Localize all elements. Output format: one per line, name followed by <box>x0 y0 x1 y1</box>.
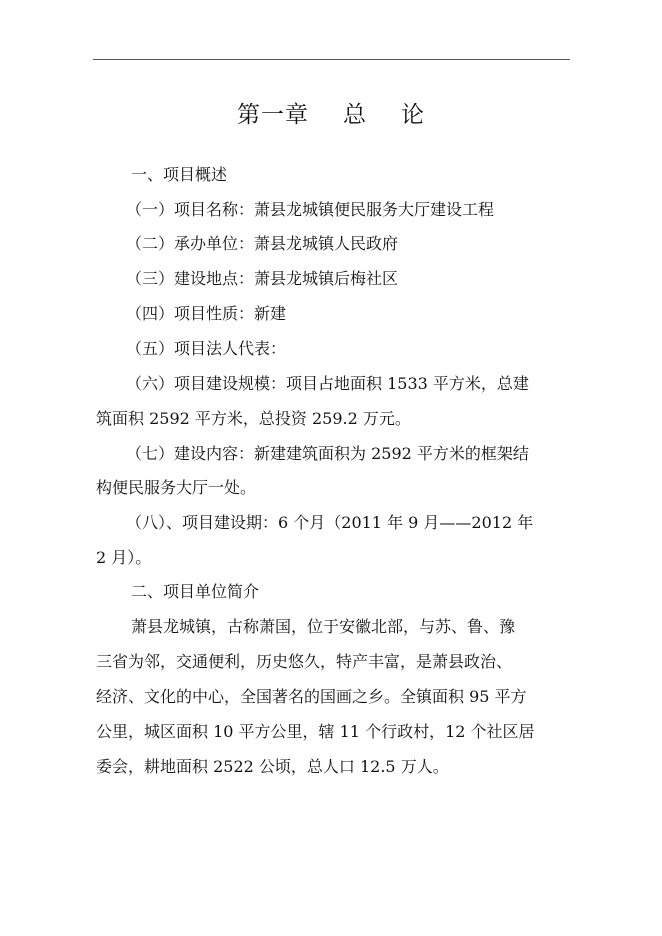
scale-line-1: （六）项目建设规模：项目占地面积 1533 平方米，总建 <box>126 374 529 393</box>
nature-line: （四）项目性质：新建 <box>126 304 287 323</box>
intro-line-1: 萧县龙城镇，古称萧国，位于安徽北部，与苏、鲁、豫 <box>131 617 516 636</box>
section1-heading: 一、项目概述 <box>131 165 228 184</box>
legal-rep-line: （五）项目法人代表： <box>126 339 287 358</box>
scale-line-2: 筑面积 2592 平方米，总投资 259.2 万元。 <box>96 409 411 428</box>
project-name-line: （一）项目名称：萧县龙城镇便民服务大厅建设工程 <box>126 200 495 219</box>
intro-line-4: 公里，城区面积 10 平方公里，辖 11 个行政村，12 个社区居 <box>96 722 535 741</box>
chapter-number: 第一章 <box>237 102 309 128</box>
intro-line-3: 经济、文化的中心，全国著名的国画之乡。全镇面积 95 平方 <box>96 687 527 706</box>
chapter-name-char-1: 总 <box>343 102 367 128</box>
period-line-1: （八）、项目建设期：6 个月（2011 年 9 月——2012 年 <box>126 513 534 532</box>
period-line-2: 2 月）。 <box>96 548 152 567</box>
chapter-title <box>0 96 662 129</box>
section2-heading: 二、项目单位简介 <box>131 582 260 601</box>
chapter-name-char-2: 论 <box>401 102 425 128</box>
content-line-1: （七）建设内容：新建建筑面积为 2592 平方米的框架结 <box>126 444 529 463</box>
header-rule <box>93 59 570 60</box>
location-line: （三）建设地点：萧县龙城镇后梅社区 <box>126 269 399 288</box>
intro-line-5: 委会，耕地面积 2522 公顷，总人口 12.5 万人。 <box>96 757 449 776</box>
intro-line-2: 三省为邻，交通便利，历史悠久，特产丰富，是萧县政治、 <box>96 652 513 671</box>
content-line-2: 构便民服务大厅一处。 <box>96 478 257 497</box>
organizer-line: （二）承办单位：萧县龙城镇人民政府 <box>126 234 399 253</box>
